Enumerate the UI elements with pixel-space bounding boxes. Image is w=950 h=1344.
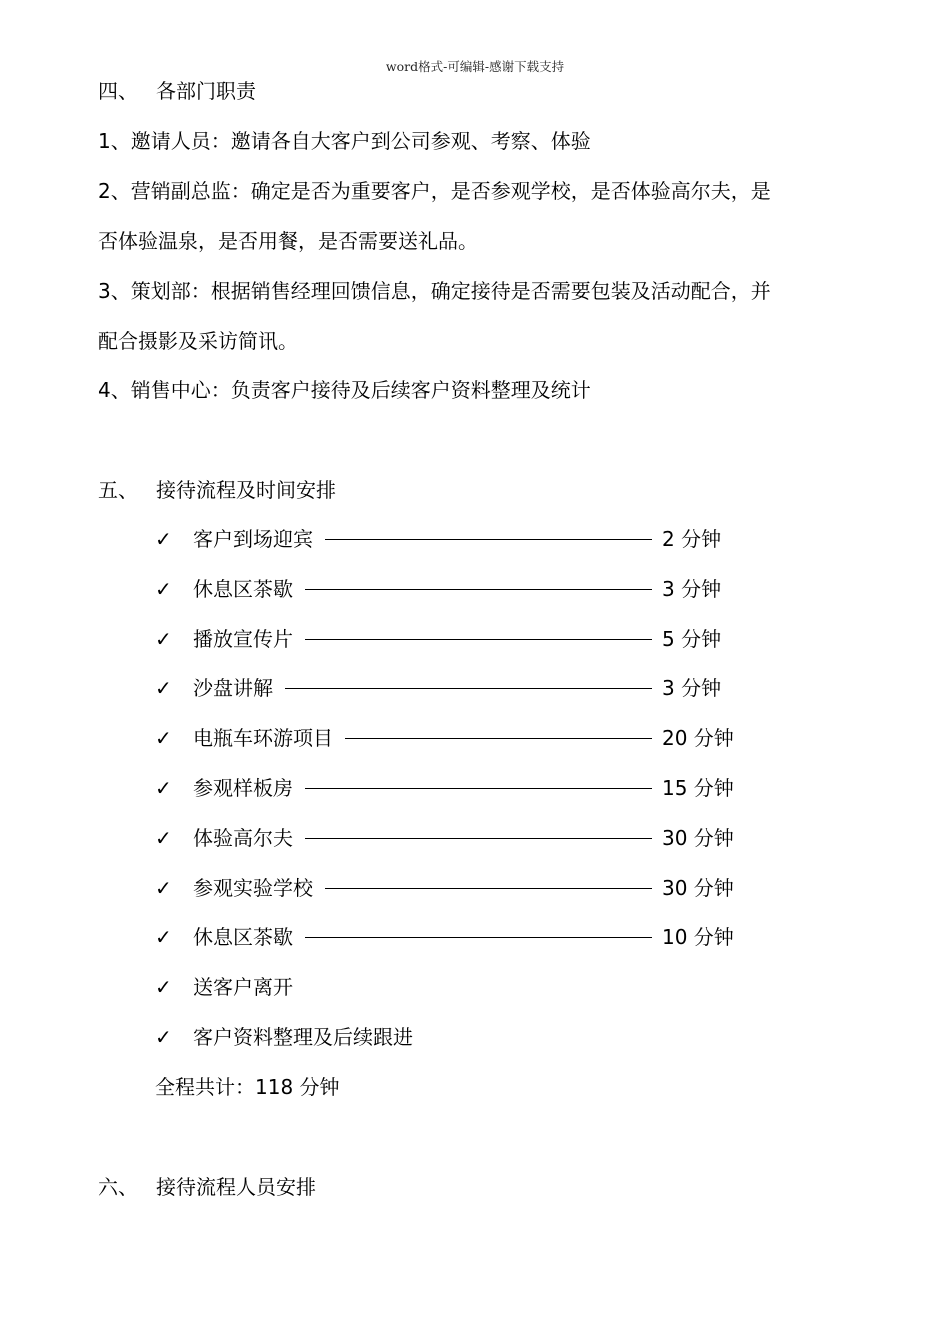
paragraph-line: 否体验温泉，是否用餐，是否需要送礼品。 — [98, 229, 478, 253]
section-number: 四、 — [98, 79, 138, 103]
schedule-item — [155, 1023, 755, 1051]
checkmark-icon: ✓ — [155, 925, 172, 949]
checkmark-icon: ✓ — [155, 776, 172, 800]
checkmark-icon: ✓ — [155, 627, 172, 651]
schedule-item-duration: 3 分钟 — [662, 676, 722, 700]
checkmark-icon: ✓ — [155, 577, 172, 601]
schedule-item — [155, 774, 755, 802]
leader-line — [285, 688, 652, 689]
schedule-item-label: 参观实验学校 — [193, 876, 313, 900]
section-number: 六、 — [98, 1175, 138, 1199]
checkmark-icon: ✓ — [155, 1025, 172, 1049]
schedule-item — [155, 724, 755, 752]
section-number: 五、 — [98, 478, 138, 502]
schedule-item-duration: 3 分钟 — [662, 577, 722, 601]
checkmark-icon: ✓ — [155, 527, 172, 551]
schedule-item — [155, 824, 755, 852]
schedule-item-label: 体验高尔夫 — [193, 826, 293, 850]
schedule-item-label: 电瓶车环游项目 — [193, 726, 333, 750]
paragraph-line: 3、策划部：根据销售经理回馈信息，确定接待是否需要包装及活动配合，并 — [98, 279, 771, 303]
schedule-item-duration: 2 分钟 — [662, 527, 722, 551]
schedule-item-label: 休息区茶歇 — [193, 925, 293, 949]
page-header: word格式-可编辑-感谢下载支持 — [385, 59, 565, 74]
leader-line — [345, 738, 652, 739]
schedule-item — [155, 575, 755, 603]
leader-line — [305, 589, 652, 590]
schedule-item-label: 休息区茶歇 — [193, 577, 293, 601]
schedule-item-label: 播放宣传片 — [193, 627, 293, 651]
leader-line — [305, 788, 652, 789]
schedule-item-label: 客户资料整理及后续跟进 — [193, 1025, 413, 1049]
schedule-item — [155, 674, 755, 702]
section-6-heading — [98, 1173, 316, 1201]
schedule-item — [155, 923, 755, 951]
paragraph-line: 配合摄影及采访简讯。 — [98, 329, 298, 353]
schedule-item-label: 客户到场迎宾 — [193, 527, 313, 551]
paragraph-line: 1、邀请人员：邀请各自大客户到公司参观、考察、体验 — [98, 129, 591, 153]
schedule-item — [155, 525, 755, 553]
section-5-heading — [98, 476, 336, 504]
schedule-item-duration: 10 分钟 — [662, 925, 734, 949]
section-title: 各部门职责 — [156, 79, 256, 103]
checkmark-icon: ✓ — [155, 826, 172, 850]
schedule-item-duration: 15 分钟 — [662, 776, 734, 800]
section-title: 接待流程人员安排 — [156, 1175, 316, 1199]
leader-line — [305, 838, 652, 839]
checkmark-icon: ✓ — [155, 975, 172, 999]
checkmark-icon: ✓ — [155, 876, 172, 900]
schedule-item-label: 送客户离开 — [193, 975, 293, 999]
schedule-item-label: 沙盘讲解 — [193, 676, 273, 700]
schedule-item — [155, 874, 755, 902]
schedule-item-label: 参观样板房 — [193, 776, 293, 800]
schedule-item-duration: 30 分钟 — [662, 876, 734, 900]
leader-line — [325, 539, 652, 540]
schedule-item — [155, 625, 755, 653]
leader-line — [305, 937, 652, 938]
schedule-item-duration: 30 分钟 — [662, 826, 734, 850]
paragraph-line: 2、营销副总监：确定是否为重要客户，是否参观学校，是否体验高尔夫，是 — [98, 179, 771, 203]
schedule-item — [155, 973, 755, 1001]
section-4-heading — [98, 77, 256, 105]
checkmark-icon: ✓ — [155, 676, 172, 700]
leader-line — [325, 888, 652, 889]
schedule-item-duration: 5 分钟 — [662, 627, 722, 651]
section-title: 接待流程及时间安排 — [156, 478, 336, 502]
paragraph-line: 4、销售中心：负责客户接待及后续客户资料整理及统计 — [98, 378, 591, 402]
total-time: 全程共计：118 分钟 — [155, 1075, 340, 1099]
checkmark-icon: ✓ — [155, 726, 172, 750]
schedule-item-duration: 20 分钟 — [662, 726, 734, 750]
leader-line — [305, 639, 652, 640]
